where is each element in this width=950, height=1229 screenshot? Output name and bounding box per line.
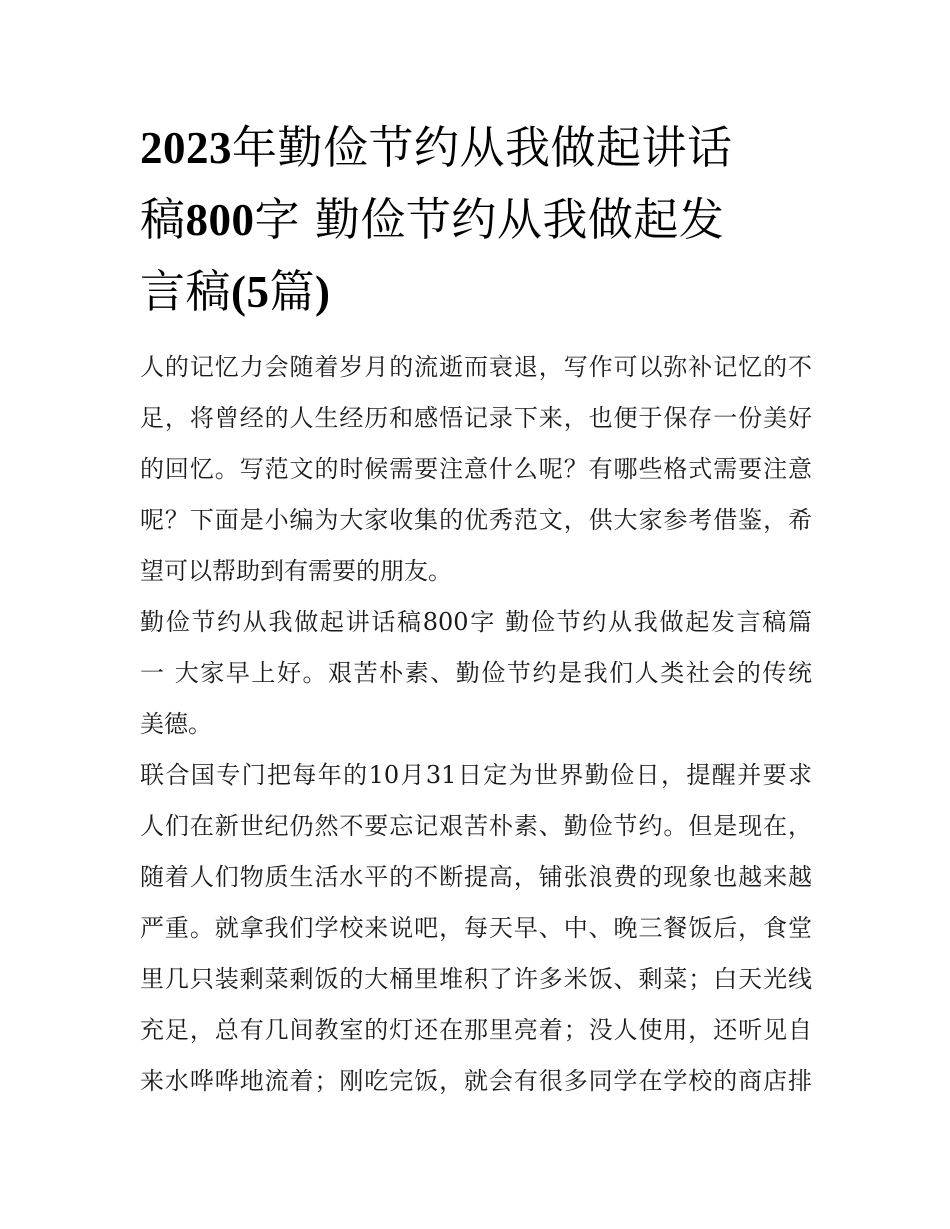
paragraph-world-thrift-day — [140, 750, 812, 1107]
document-title — [140, 112, 812, 328]
text-line: 望可以帮助到有需要的朋友。 — [140, 557, 452, 585]
text-line: 足，将曾经的人生经历和感悟记录下来，也便于保存一份美好 — [140, 404, 812, 432]
title-line: 言稿(5篇) — [140, 265, 331, 318]
title-line: 2023年勤俭节约从我做起讲话 — [140, 121, 733, 174]
paragraph-section-one — [140, 597, 812, 750]
paragraph-intro — [140, 342, 812, 597]
text-line: 人们在新世纪仍然不要忘记艰苦朴素、勤俭节约。但是现在， — [140, 812, 812, 840]
text-line: 一 大家早上好。艰苦朴素、勤俭节约是我们人类社会的传统 — [140, 659, 812, 687]
text-line: 严重。就拿我们学校来说吧，每天早、中、晚三餐饭后，食堂 — [140, 914, 812, 942]
text-line: 勤俭节约从我做起讲话稿800字 勤俭节约从我做起发言稿篇 — [140, 608, 812, 636]
text-line: 里几只装剩菜剩饭的大桶里堆积了许多米饭、剩菜；白天光线 — [140, 965, 812, 993]
text-line: 人的记忆力会随着岁月的流逝而衰退，写作可以弥补记忆的不 — [140, 353, 812, 381]
text-line: 充足，总有几间教室的灯还在那里亮着；没人使用，还听见自 — [140, 1016, 812, 1044]
text-line: 联合国专门把每年的10月31日定为世界勤俭日，提醒并要求 — [140, 761, 812, 789]
document-body — [140, 342, 812, 1107]
title-line: 稿800字 勤俭节约从我做起发 — [140, 193, 725, 246]
text-line: 来水哗哗地流着；刚吃完饭，就会有很多同学在学校的商店排 — [140, 1067, 812, 1095]
text-line: 呢？下面是小编为大家收集的优秀范文，供大家参考借鉴，希 — [140, 506, 812, 534]
text-line: 美德。 — [140, 710, 212, 738]
text-line: 随着人们物质生活水平的不断提高，铺张浪费的现象也越来越 — [140, 863, 812, 891]
text-line: 的回忆。写范文的时候需要注意什么呢？有哪些格式需要注意 — [140, 455, 812, 483]
document-content — [140, 112, 812, 1107]
